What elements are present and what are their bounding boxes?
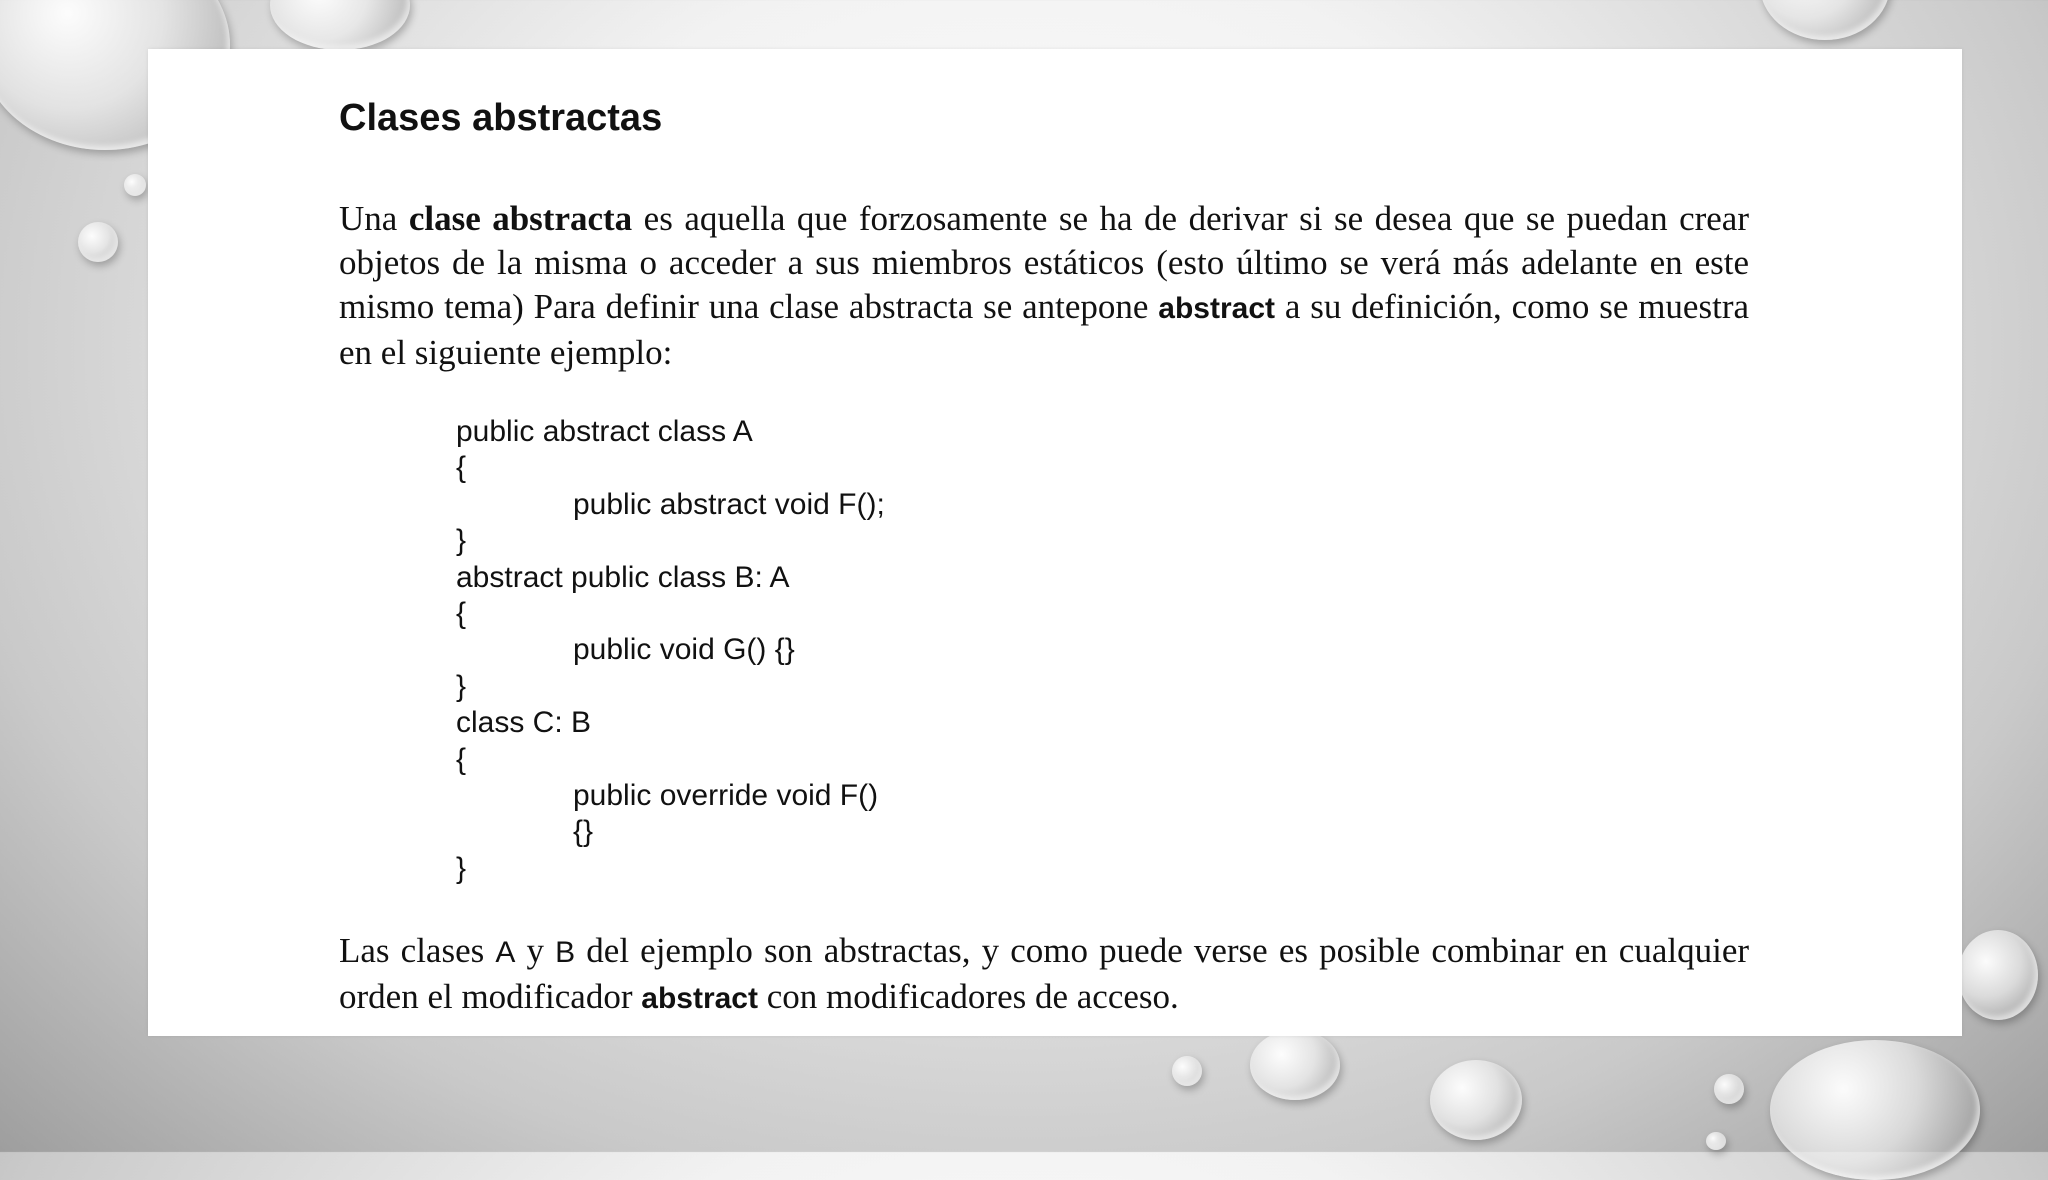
- intro-keyword: abstract: [1158, 292, 1275, 325]
- water-drop-decoration: [1714, 1074, 1744, 1104]
- water-drop-decoration: [270, 0, 410, 50]
- water-drop-decoration: [1760, 0, 1890, 40]
- closing-text-1: Las clases: [339, 931, 496, 970]
- water-drop-decoration: [1250, 1030, 1340, 1100]
- intro-paragraph: [339, 197, 1749, 375]
- document-page: [148, 49, 1962, 1036]
- code-line: }: [456, 669, 467, 703]
- code-line: abstract public class B: A: [456, 560, 790, 594]
- code-line: }: [456, 851, 467, 885]
- intro-text-2: es aquella que forzosamente se ha de derivar si se desea que se puedan crear objetos de la misma o acceder a sus miembros estáticos (esto último se verá más adelante en este mismo tema) Para definir una clase abstracta se antepone: [339, 199, 1749, 326]
- page-title: Clases abstractas: [339, 97, 663, 139]
- intro-text-3: a su definición, como se muestra en el siguiente ejemplo:: [339, 287, 1750, 372]
- class-name-b: B: [555, 936, 576, 969]
- code-line: class C: B: [456, 706, 592, 740]
- code-line: {}: [573, 815, 594, 849]
- code-line: public abstract void F();: [573, 487, 885, 521]
- intro-text-1: Una: [339, 199, 409, 238]
- code-line: {: [456, 596, 467, 630]
- class-name-a: A: [495, 936, 516, 969]
- code-line: public void G() {}: [573, 633, 795, 667]
- code-line: public override void F(): [573, 778, 879, 812]
- closing-text-3: del ejemplo son abstractas, y como puede verse es posible combinar en cualquier orden el modificador: [339, 931, 1750, 1016]
- code-line: }: [456, 524, 467, 558]
- water-drop-decoration: [1172, 1056, 1202, 1086]
- closing-text-2: y: [515, 931, 556, 970]
- closing-text-4: con modificadores de acceso.: [757, 977, 1179, 1016]
- code-line: {: [456, 742, 467, 776]
- code-line: {: [456, 451, 467, 485]
- water-drop-decoration: [1958, 930, 2038, 1020]
- intro-bold-term: clase abstracta: [408, 199, 633, 238]
- water-drop-decoration: [1770, 1040, 1980, 1180]
- water-drop-decoration: [1706, 1132, 1726, 1150]
- code-example: [456, 414, 885, 887]
- closing-keyword: abstract: [641, 982, 758, 1015]
- water-drop-decoration: [78, 222, 118, 262]
- water-drop-decoration: [1430, 1060, 1522, 1140]
- water-drop-decoration: [124, 174, 146, 196]
- closing-paragraph: [339, 929, 1749, 1021]
- code-line: public abstract class A: [456, 415, 753, 448]
